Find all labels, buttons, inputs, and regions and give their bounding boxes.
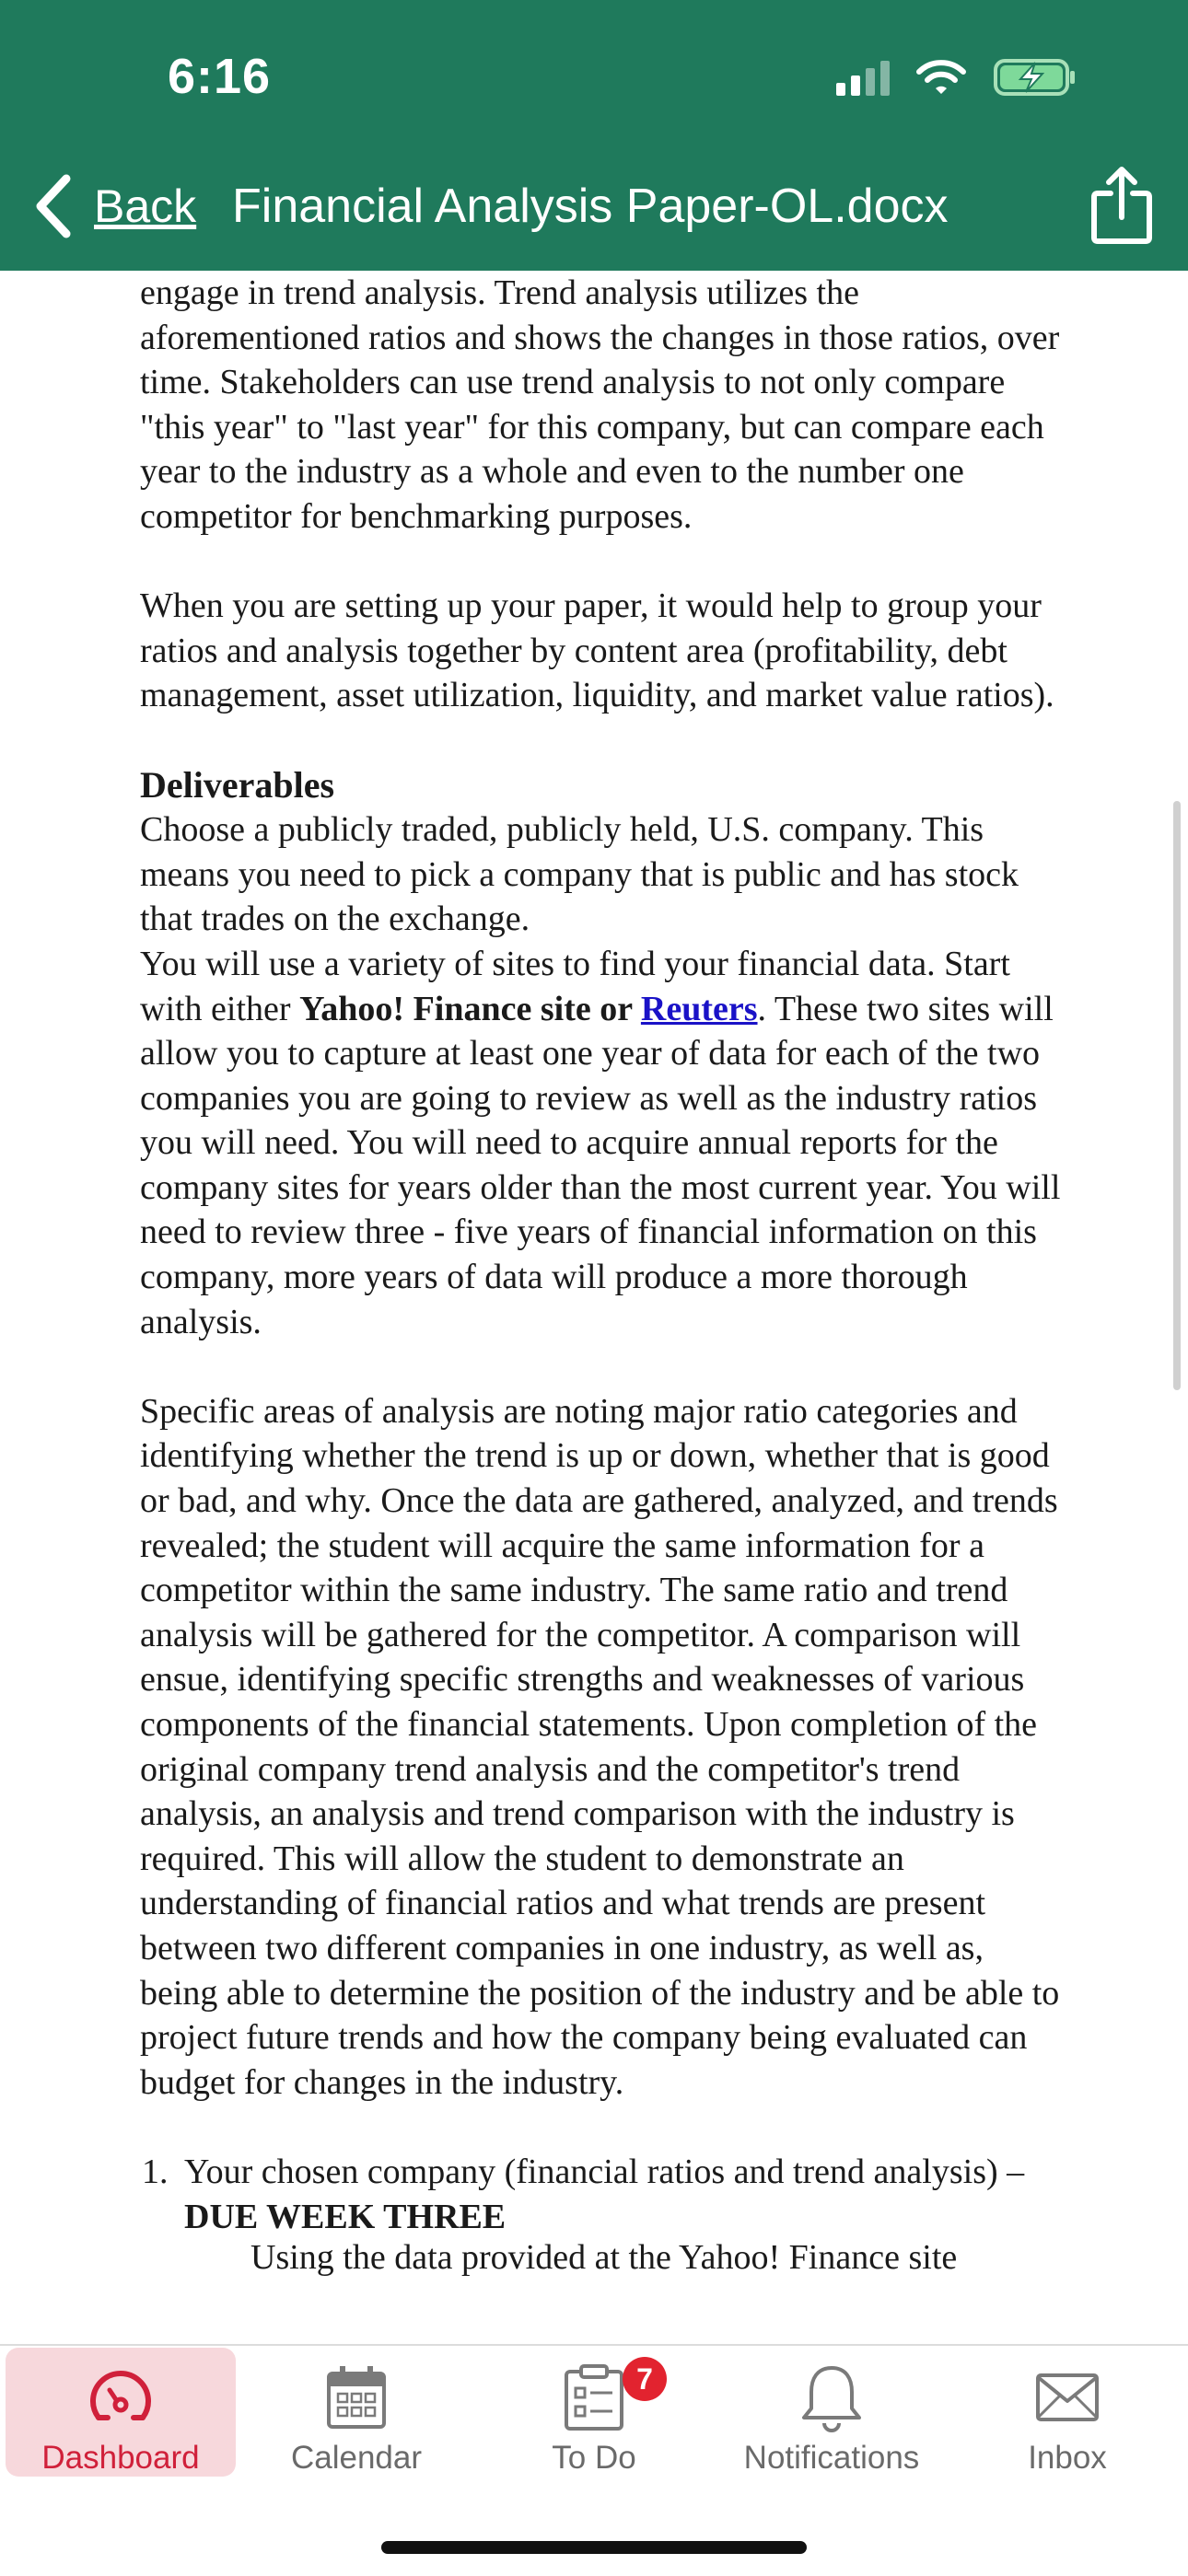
data-sources-text: You will use a variety of sites to find your financial data. Start with either [140, 944, 1010, 1028]
tab-dashboard[interactable] [6, 2348, 236, 2477]
share-button[interactable] [1089, 166, 1155, 249]
bell-icon [798, 2362, 865, 2432]
calendar-icon [325, 2364, 388, 2431]
battery-charging-icon [993, 57, 1077, 98]
paragraph-trend-analysis: engage in trend analysis. Trend analysis utilizes the aforementioned ratios and shows the changes in those ratios, over time. Stakeholders can use trend analysis to not only compare "this year" to "last year" for this company, but can compare each year to the industry as a whole and even to the number one competitor for benchmarking purposes. [140, 273, 1060, 536]
chevron-left-icon [33, 173, 74, 239]
back-button[interactable] [33, 173, 196, 239]
list-item [177, 2150, 1061, 2239]
yahoo-finance-text: Yahoo! Finance site or [299, 989, 641, 1028]
deliverables-heading: Deliverables [140, 763, 335, 806]
reuters-link[interactable]: Reuters [640, 989, 758, 1028]
paragraph-paper-setup: When you are setting up your paper, it would help to group your ratios and analysis together by content area (profitability, debt management, asset utilization, liquidity, and market value ratios). [140, 586, 1054, 715]
home-indicator[interactable] [381, 2541, 807, 2554]
deliverables-list [140, 2150, 1061, 2239]
tab-label: Calendar [290, 2440, 423, 2476]
app-header [0, 0, 1188, 271]
list-item-text: Your chosen company (financial ratios and trend analysis) – [184, 2152, 1025, 2191]
todo-badge: 7 [623, 2357, 667, 2401]
share-icon [1089, 166, 1155, 245]
due-week-three-text: DUE WEEK THREE [184, 2197, 507, 2236]
paragraph-choose-company: Choose a publicly traded, publicly held, U.S. company. This means you need to pick a company that is public and has stock that trades on the exchange. [140, 810, 1019, 939]
tab-label: Notifications [743, 2440, 920, 2476]
scrollbar[interactable] [1173, 801, 1181, 1390]
cellular-signal-icon [836, 59, 890, 96]
document-title: Financial Analysis Paper-OL.docx [232, 180, 949, 233]
navigation-bar [0, 166, 1188, 258]
tab-label: To Do [552, 2440, 636, 2476]
gauge-icon [87, 2370, 154, 2425]
paragraph-data-sources [140, 942, 1061, 1344]
tab-todo[interactable] [479, 2348, 709, 2477]
paragraph-analysis-areas: Specific areas of analysis are noting major ratio categories and identifying whether the trend is up or down, whether that is good or bad, and why. Once the data are gathered, analyzed, and trends revealed; the student will acquire the same information for a competitor within the same industry. The same ratio and trend analysis will be gathered for the competitor. A comparison will ensue, identifying specific strengths and weaknesses of various components of the financial statements. Upon completion of the original company trend analysis and the competitor's trend analysis, an analysis and trend comparison with the industry is required. This will allow the student to demonstrate an understanding of financial ratios and what trends are present between two different companies in one industry, as well as, being able to determine the position of the industry and be able to project future trends and how the company being evaluated can budget for changes in the industry. [140, 1391, 1060, 2102]
document-body[interactable] [140, 271, 1061, 2342]
list-item-cut-text: Using the data provided at the Yahoo! Finance site [250, 2238, 958, 2278]
status-time: 6:16 [168, 49, 272, 104]
tab-notifications[interactable] [716, 2348, 947, 2477]
data-sources-rest: . These two sites will allow you to capture at least one year of data for each of the two companies you are going to review as well as the industry ratios you will need. You will need to acquire annual reports for the company sites for years older than the most current year. You will need to review three - five years of financial information on this company, more years of data will produce a more thorough analysis. [140, 989, 1061, 1341]
todo-icon [563, 2362, 625, 2432]
wifi-icon [915, 59, 967, 96]
tab-calendar[interactable] [241, 2348, 472, 2477]
envelope-icon [1034, 2372, 1101, 2423]
back-label[interactable]: Back [94, 180, 197, 232]
status-icons [836, 57, 1077, 98]
tab-inbox[interactable] [952, 2348, 1182, 2477]
tab-label: Dashboard [41, 2440, 200, 2476]
tab-label: Inbox [1028, 2440, 1107, 2476]
